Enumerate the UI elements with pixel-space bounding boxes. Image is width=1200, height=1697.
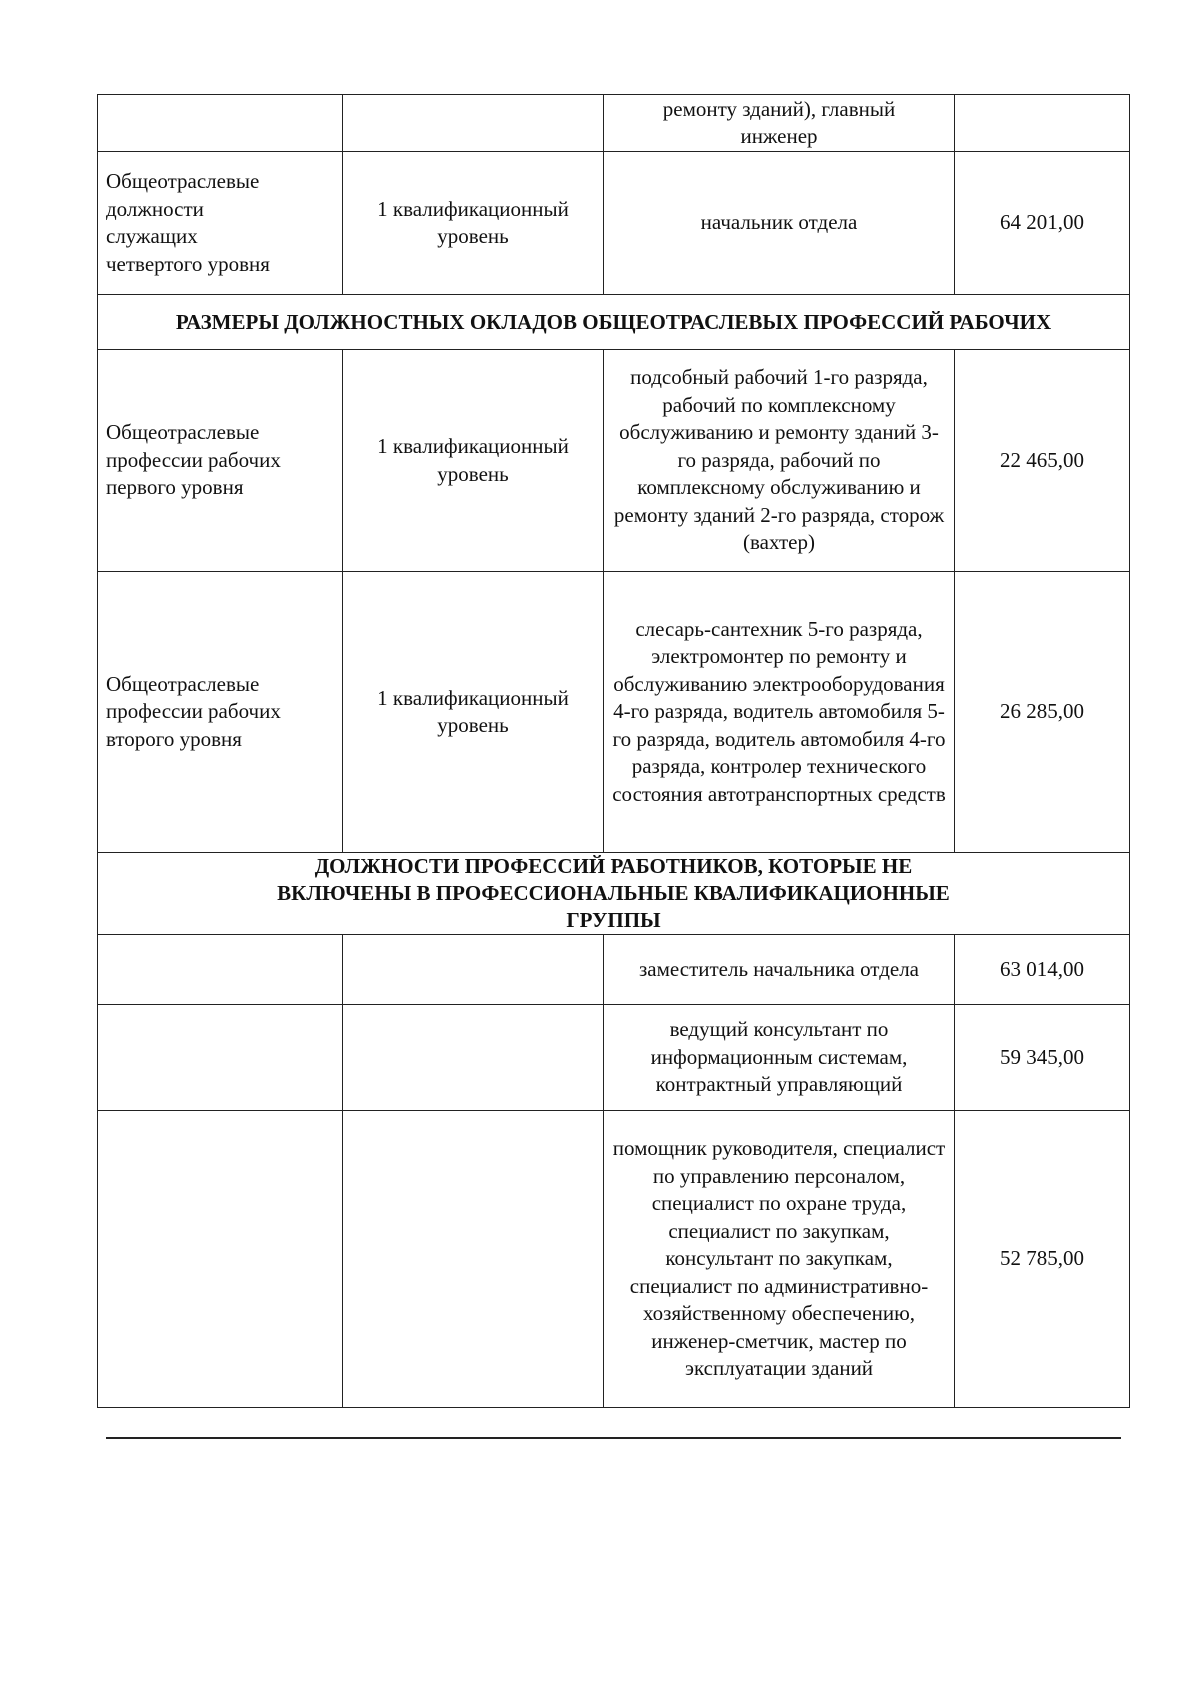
table-row [98, 1005, 1130, 1111]
positions-cell: ведущий консультант по информационным системам, контрактный управляющий [604, 1005, 955, 1111]
section-header-row [98, 295, 1130, 350]
positions-cell: подсобный рабочий 1-го разряда, рабочий по комплексному обслуживанию и ремонту зданий 3-го разряда, рабочий по комплексному обслуживанию и ремонту зданий 2-го разряда, сторож (вахтер) [604, 350, 955, 572]
group-cell [98, 95, 343, 152]
level-cell: 1 квалификационный уровень [343, 350, 604, 572]
salary-table [97, 94, 1130, 1408]
level-cell: 1 квалификационный уровень [343, 152, 604, 295]
table-row [98, 1111, 1130, 1408]
section-header-row [98, 853, 1130, 935]
salary-cell: 59 345,00 [955, 1005, 1130, 1111]
group-cell: Общеотраслевые профессии рабочих первого уровня [98, 350, 343, 572]
salary-cell: 52 785,00 [955, 1111, 1130, 1408]
table-row [98, 935, 1130, 1005]
level-cell [343, 95, 604, 152]
salary-cell: 22 465,00 [955, 350, 1130, 572]
salary-cell: 64 201,00 [955, 152, 1130, 295]
positions-cell: заместитель начальника отдела [604, 935, 955, 1005]
level-cell: 1 квалификационный уровень [343, 572, 604, 853]
positions-cell: ремонту зданий), главный инженер [604, 95, 955, 152]
table-row [98, 350, 1130, 572]
section-heading: ДОЛЖНОСТИ ПРОФЕССИЙ РАБОТНИКОВ, КОТОРЫЕ НЕ ВКЛЮЧЕНЫ В ПРОФЕССИОНАЛЬНЫЕ КВАЛИФИКАЦИОННЫЕ ГРУППЫ [98, 853, 1130, 935]
group-cell: Общеотраслевые профессии рабочих второго уровня [98, 572, 343, 853]
table-row [98, 95, 1130, 152]
salary-cell: 26 285,00 [955, 572, 1130, 853]
group-cell: Общеотраслевые должности служащих четвертого уровня [98, 152, 343, 295]
positions-cell: слесарь-сантехник 5-го разряда, электромонтер по ремонту и обслуживанию электрооборудования 4-го разряда, водитель автомобиля 5-го разряда, водитель автомобиля 4-го разряда, контролер технического состояния автотранспортных средств [604, 572, 955, 853]
salary-cell [955, 95, 1130, 152]
bottom-divider [106, 1437, 1121, 1439]
table-row [98, 572, 1130, 853]
positions-cell: помощник руководителя, специалист по управлению персоналом, специалист по охране труда, специалист по закупкам, консультант по закупкам, специалист по административно-хозяйственному обеспечению, инженер-сметчик, мастер по эксплуатации зданий [604, 1111, 955, 1408]
section-heading: РАЗМЕРЫ ДОЛЖНОСТНЫХ ОКЛАДОВ ОБЩЕОТРАСЛЕВЫХ ПРОФЕССИЙ РАБОЧИХ [98, 295, 1130, 350]
table-row [98, 152, 1130, 295]
positions-cell: начальник отдела [604, 152, 955, 295]
salary-cell: 63 014,00 [955, 935, 1130, 1005]
